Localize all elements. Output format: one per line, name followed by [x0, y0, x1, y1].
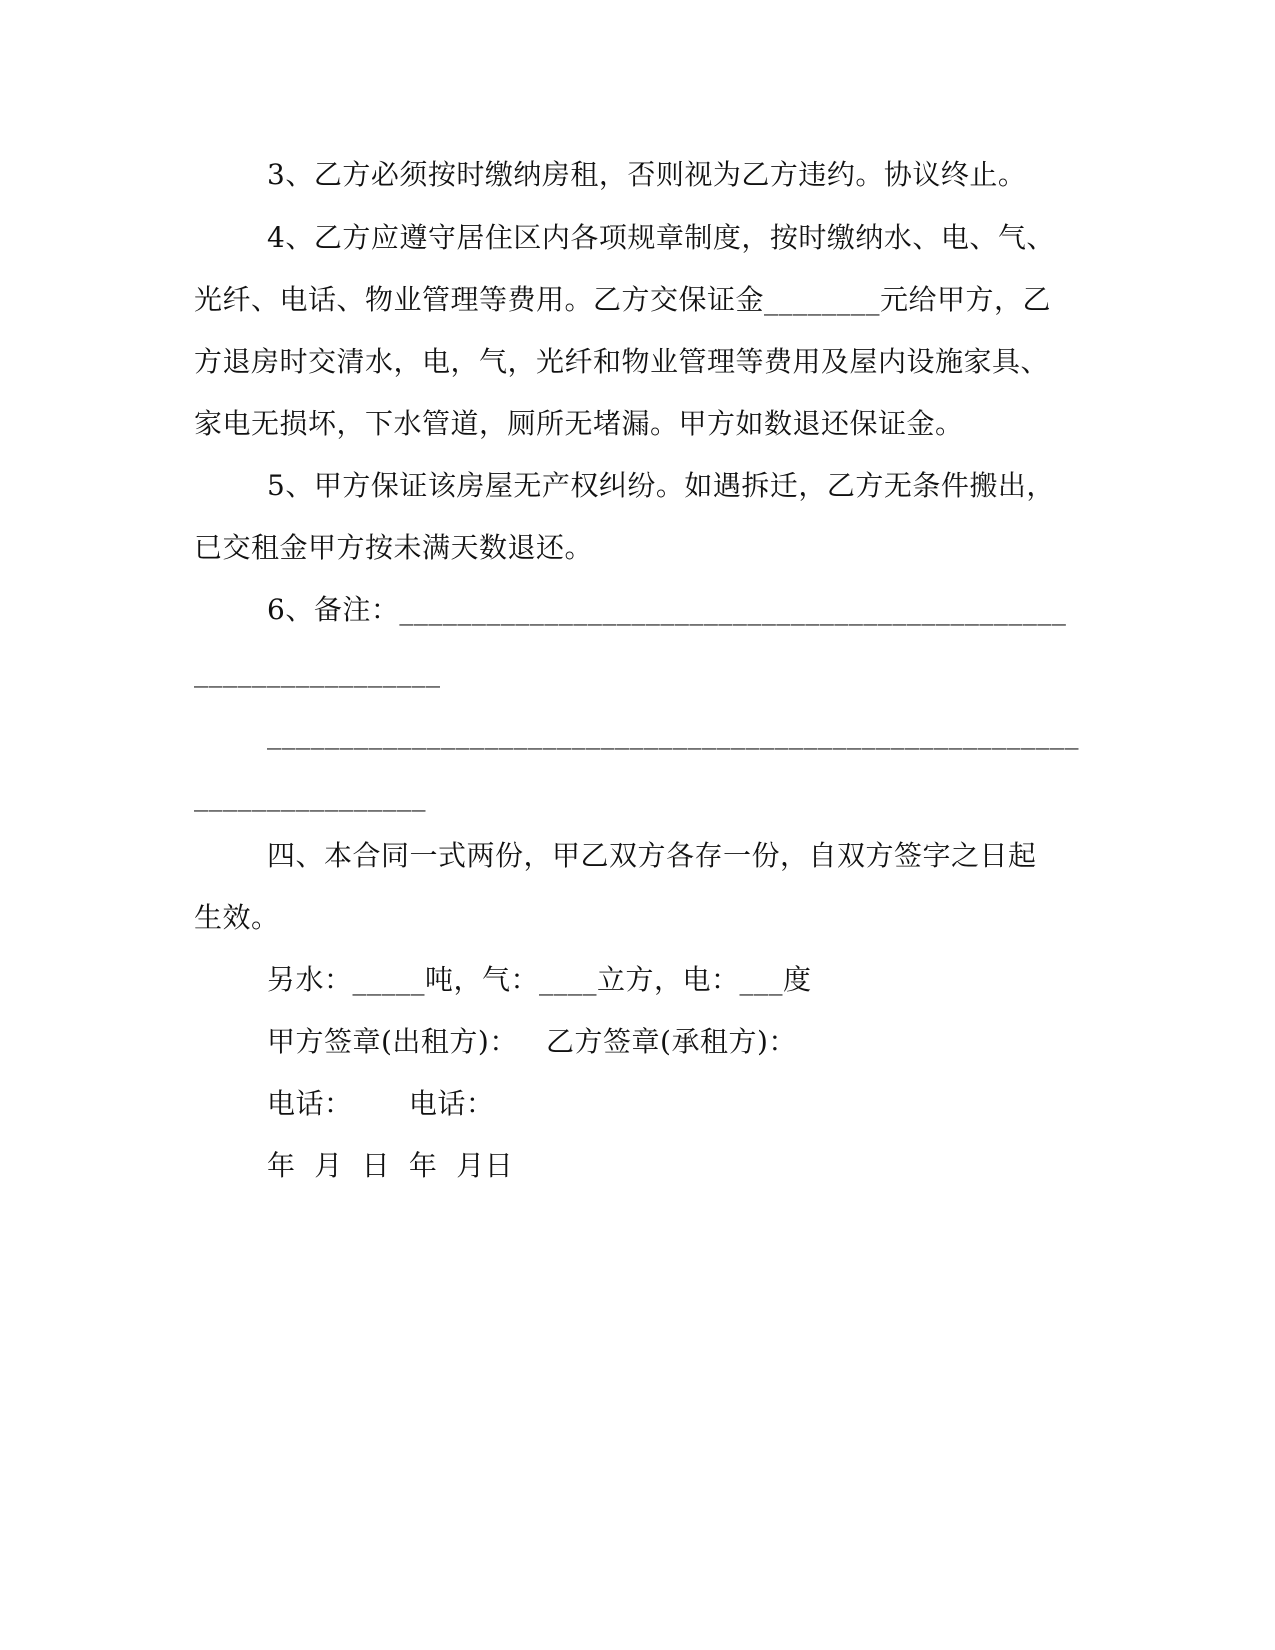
meter-readings-line: 另水：_____吨，气：____立方，电：___度 [267, 963, 812, 996]
clause-4-line-1: 4、乙方应遵守居住区内各项规章制度，按时缴纳水、电、气、 [267, 221, 1055, 254]
signature-line: 甲方签章(出租方)： 乙方签章(承租方)： [267, 1025, 797, 1058]
clause-6-remarks-line-3: ________________________________________________________ [267, 717, 1079, 750]
section-4-line-2: 生效。 [194, 901, 280, 934]
date-line: 年 月 日 年 月日 [267, 1149, 514, 1182]
clause-6-remarks-line-4: ________________ [194, 779, 426, 812]
clause-4-line-3: 方退房时交清水，电，气，光纤和物业管理等费用及屋内设施家具、 [194, 345, 1050, 378]
clause-3-line: 3、乙方必须按时缴纳房租，否则视为乙方违约。协议终止。 [267, 158, 1027, 191]
clause-6-remarks-line-1: 6、备注：______________________________________________ [267, 593, 1067, 626]
clause-5-line-2: 已交租金甲方按未满天数退还。 [194, 531, 594, 564]
section-4-line-1: 四、本合同一式两份，甲乙双方各存一份，自双方签字之日起 [267, 839, 1037, 872]
clause-4-line-4: 家电无损坏，下水管道，厕所无堵漏。甲方如数退还保证金。 [194, 407, 964, 440]
clause-6-remarks-line-2: _________________ [194, 655, 441, 688]
clause-5-line-1: 5、甲方保证该房屋无产权纠纷。如遇拆迁，乙方无条件搬出， [267, 469, 1055, 502]
clause-4-line-2: 光纤、电话、物业管理等费用。乙方交保证金________元给甲方，乙 [194, 283, 1052, 316]
phone-line: 电话： 电话： [267, 1087, 495, 1120]
